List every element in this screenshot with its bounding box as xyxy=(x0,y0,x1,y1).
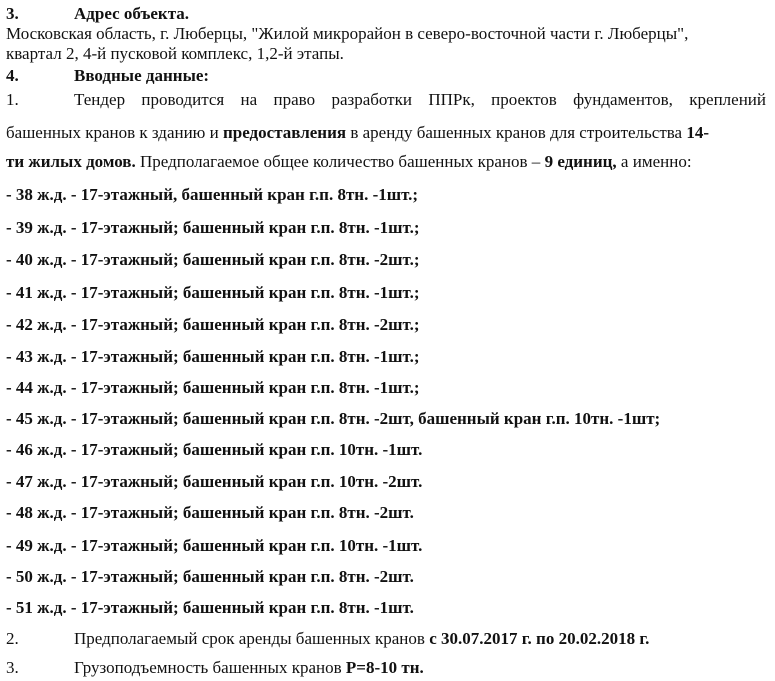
section-3-number: 3. xyxy=(6,4,19,23)
item-1-line-2-a: башенных кранов к зданию и xyxy=(6,123,223,142)
crane-item: - 39 ж.д. - 17-этажный; башенный кран г.п. 8тн. -1шт.; xyxy=(6,218,420,237)
item-1-line-3-b: Предполагаемое общее количество башенных кранов – xyxy=(135,152,545,171)
item-2-text-b: с 30.07.2017 г. по 20.02.2018 г. xyxy=(429,629,650,648)
crane-item: - 49 ж.д. - 17-этажный; башенный кран г.п. 10тн. -1шт. xyxy=(6,536,423,555)
crane-item: - 46 ж.д. - 17-этажный; башенный кран г.п. 10тн. -1шт. xyxy=(6,440,423,459)
crane-item: - 44 ж.д. - 17-этажный; башенный кран г.п. 8тн. -1шт.; xyxy=(6,378,420,397)
crane-item: - 40 ж.д. - 17-этажный; башенный кран г.п. 8тн. -2шт.; xyxy=(6,250,420,269)
item-2-text-a: Предполагаемый срок аренды башенных кранов xyxy=(74,629,430,648)
address-line-1: Московская область, г. Люберцы, "Жилой микрорайон в северо-восточной части г. Люберцы", xyxy=(6,24,689,43)
item-1-line-3 xyxy=(6,152,692,172)
item-1-line-2 xyxy=(6,123,766,143)
item-3-text xyxy=(74,658,424,678)
crane-item: - 41 ж.д. - 17-этажный; башенный кран г.п. 8тн. -1шт.; xyxy=(6,283,420,302)
crane-item: - 42 ж.д. - 17-этажный; башенный кран г.п. 8тн. -2шт.; xyxy=(6,315,420,334)
item-1-line-3-c: 9 единиц, xyxy=(544,152,617,171)
item-1-line-2-d: 14- xyxy=(686,123,710,142)
item-1-line-2-c: в аренду башенных кранов для строительства xyxy=(346,123,687,142)
address-line-2: квартал 2, 4-й пусковой комплекс, 1,2-й этапы. xyxy=(6,44,344,63)
item-2-number: 2. xyxy=(6,629,19,648)
item-1-text-line-1: Тендер проводится на право разработки ППРк, проектов фундаментов, креплений xyxy=(74,90,766,109)
item-1-line-3-d: а именно: xyxy=(616,152,692,171)
crane-item: - 48 ж.д. - 17-этажный; башенный кран г.п. 8тн. -2шт. xyxy=(6,503,414,522)
section-3-title: Адрес объекта. xyxy=(74,4,190,23)
item-1-line-2-b: предоставления xyxy=(222,123,347,142)
item-3-text-b: P=8-10 тн. xyxy=(345,658,424,677)
crane-item: - 50 ж.д. - 17-этажный; башенный кран г.п. 8тн. -2шт. xyxy=(6,567,414,586)
section-4-number: 4. xyxy=(6,66,19,85)
item-2-text xyxy=(74,629,649,649)
item-1-number: 1. xyxy=(6,90,19,109)
crane-item: - 38 ж.д. - 17-этажный, башенный кран г.п. 8тн. -1шт.; xyxy=(6,185,419,204)
item-1-line-3-a: ти жилых домов. xyxy=(6,152,136,171)
item-3-number: 3. xyxy=(6,658,19,677)
item-3-text-a: Грузоподъемность башенных кранов xyxy=(74,658,346,677)
crane-item: - 51 ж.д. - 17-этажный; башенный кран г.п. 8тн. -1шт. xyxy=(6,598,414,617)
crane-item: - 43 ж.д. - 17-этажный; башенный кран г.п. 8тн. -1шт.; xyxy=(6,347,420,366)
crane-item: - 47 ж.д. - 17-этажный; башенный кран г.п. 10тн. -2шт. xyxy=(6,472,423,491)
crane-item: - 45 ж.д. - 17-этажный; башенный кран г.п. 8тн. -2шт, башенный кран г.п. 10тн. -1шт; xyxy=(6,409,661,428)
section-4-title: Вводные данные: xyxy=(74,66,210,85)
item-1-line-1 xyxy=(6,90,766,110)
